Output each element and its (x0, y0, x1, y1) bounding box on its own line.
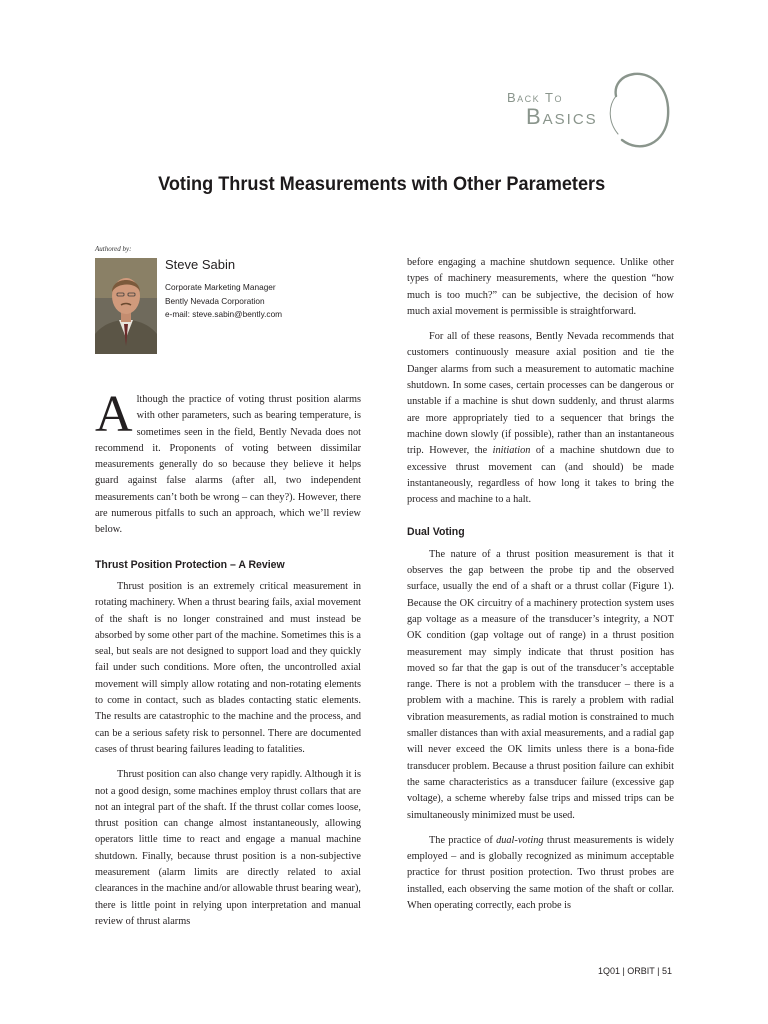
author-photo (95, 258, 157, 354)
body-paragraph (407, 833, 674, 914)
author-email: e-mail: steve.sabin@bently.com (165, 309, 283, 319)
author-company: Bently Nevada Corporation (165, 296, 265, 306)
paragraph-text: thrust measurements is widely employed – and is globally recognized as minimum acceptable practice for thrust position protection. Two thrust probes are installed, each observing the same motion of the shaft or collar. When operating correctly, each probe is (407, 834, 675, 911)
paragraph-text: of a machine shutdown due to excessive thrust movement can (and should) be made instantaneously, regardless of how long it takes to bring the process and machine to a halt. (407, 445, 674, 506)
article-title: Voting Thrust Measurements with Other Parameters (158, 173, 606, 195)
section-heading-thrust-review: Thrust Position Protection – A Review (95, 558, 285, 571)
emphasis-text: initiation (492, 445, 531, 457)
left-column (95, 386, 361, 939)
right-column (407, 255, 674, 923)
body-paragraph: Thrust position is an extremely critical measurement in rotating machinery. When a thrust bearing fails, axial movement of the shaft is no longer constrained and must instead be absorbed by some other part of the machine. Sometimes this is a seal, but seals are not designed to support load and they quickly fail under such conditions. More often, the uncontrolled axial movement will simply allow rotating and non-rotating elements to come in contact, such as blades contacting static elements. The results are catastrophic to the machine and the process, and can be a serious safety risk to personnel. There are documented cases of thrust bearing failures leading to fatalities. (95, 580, 361, 755)
paragraph-text: For all of these reasons, Bently Nevada recommends that customers continuously measure axial position and tie the Danger alarms from such a measurement to automatic machine shutdown. In some cases, certain processes can be dangerous or unstable if a machine is shut down suddenly, and thrust alarms are more appropriately tied to a sequencer that brings the machine down slowly (if possible), rather than an instantaneous trip. However, the (407, 331, 674, 457)
body-paragraph (407, 329, 674, 508)
intro-text: lthough the practice of voting thrust position alarms with other parameters, such as bearing temperature, is sometimes seen in the field, Bently Nevada does not recommend it. Proponents of voting between dissimilar measurements generally do so because they believe it helps guard against false alarms (after all, two independent measurements can’t both be wrong – can they?). However, there are numerous pitfalls to such an approach, which we’ll review below. (95, 394, 361, 536)
body-paragraph: before engaging a machine shutdown sequence. Unlike other types of machinery measurements, where the question “how much is too much?” can be subjective, the decision of how much axial movement is permissible is straightforward. (407, 257, 674, 317)
back-to-basics-logo (500, 70, 680, 152)
author-name: Steve Sabin (165, 257, 236, 272)
ring-swoosh-icon (600, 70, 672, 152)
body-paragraph: Thrust position can also change very rapidly. Although it is not a good design, some machines employ thrust collars that are not an integral part of the shaft. If the thrust collar comes loose, thrust position can change almost instantaneously, allowing operators little time to react and engage a manual machine shutdown. Finally, because thrust position is a non-subjective measurement (alarm limits are directly related to axial clearances in the machine and/or allowable thrust bearing wear), there is little point in relying upon interpretation and manual review of thrust alarms (95, 769, 361, 927)
section-heading-dual-voting: Dual Voting (407, 526, 465, 539)
author-position: Corporate Marketing Manager (165, 282, 276, 292)
page-footer: 1Q01 | ORBIT | 51 (597, 966, 672, 976)
authored-by-label: Authored by: (95, 245, 132, 253)
body-paragraph: The nature of a thrust position measurement is that it observes the gap between the probe tip and the observed surface, usually the end of a shaft or a thrust collar (Figure 1). Because the OK circuitry of a machinery protection system uses gap voltage as a measure of the transducer’s integrity, a NOT OK condition (gap voltage out of range) in a thrust position measurement may simply indicate that thrust position has moved so far that the gap is out of the transducer’s acceptable range. There is not a problem with the transducer – there is a problem with a machine. This is rarely a problem with radial vibration measurements, as radial motion is constrained to much smaller distances than with axial measurements, and a radial gap will never exceed the OK limits unless there is a bona-fide transducer problem. Because a thrust position failure can exhibit the same characteristics as a transducer failure (excessive gap voltage), a scheme whereby false trips and missed trips can be simultaneously minimized must be used. (407, 548, 674, 821)
intro-paragraph (95, 386, 361, 539)
back-to-label: Back To (507, 90, 563, 105)
basics-label: Basics (526, 104, 598, 129)
drop-cap: A (95, 386, 133, 443)
emphasis-text: dual-voting (496, 834, 544, 846)
paragraph-text: The practice of (429, 834, 497, 846)
